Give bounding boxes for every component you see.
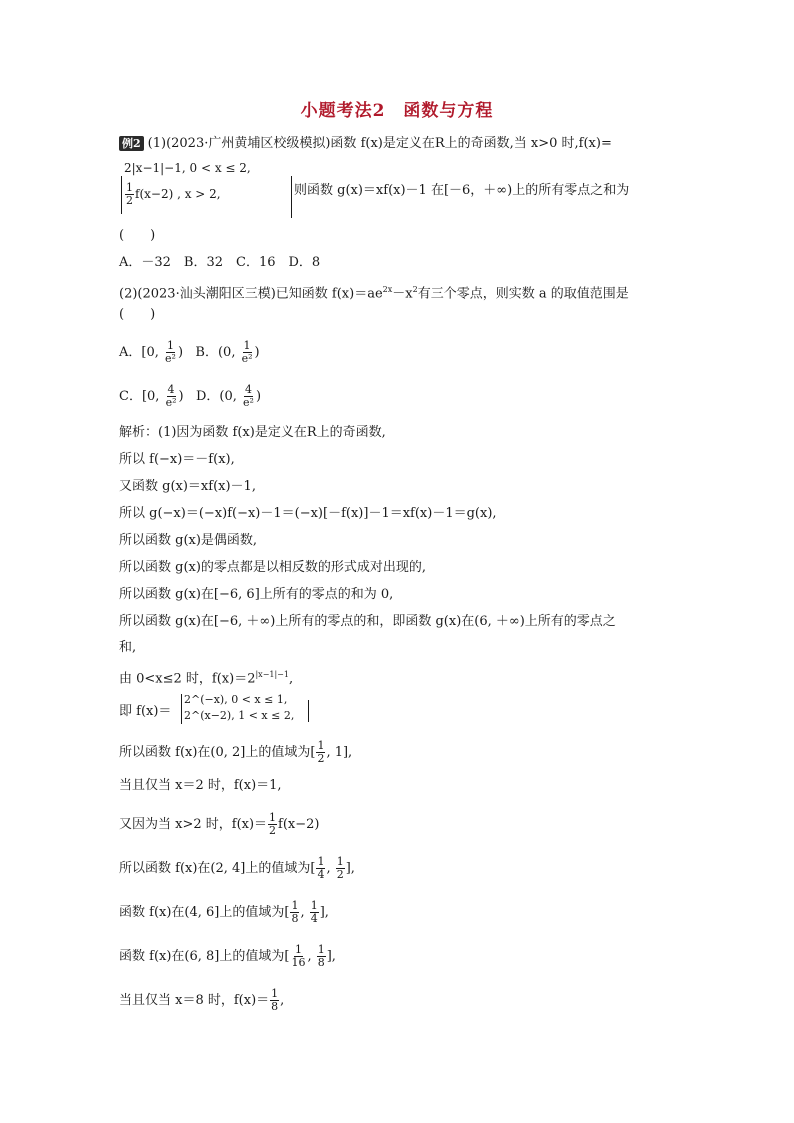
option-d: D．(0, $\frac{4}{\text{e²}}$ ) (195, 383, 262, 409)
solution-line-16: 函数 f(x)在(4, 6]上的值域为[ $\frac{1}{8}$ , $\frac{1}{4}$ ], (119, 899, 329, 925)
q1-options: A．－32 B．32 C．16 D．8 (119, 255, 321, 270)
q2-options-cd (119, 384, 261, 409)
solution-line-8: 所以函数 g(x)在[−6, ＋∞)上所有的零点的和，即函数 g(x)在(6, ＋∞)上所有的零点之 (119, 614, 616, 629)
q2-options-ab (119, 340, 260, 365)
option-b: B．(0, $\frac{1}{\text{e²}}$ ) (195, 339, 260, 365)
solution-line-15: 所以函数 f(x)在(2, 4]上的值域为[ $\frac{1}{4}$ , $\frac{1}{2}$ ], (119, 855, 355, 881)
q1-piece1: 2|x−1|−1, 0 < x ≤ 2, (124, 161, 251, 175)
piecewise-brace (181, 694, 182, 724)
solution-line-11-label: 即 f(x)＝ (119, 704, 172, 719)
q1-after: 则函数 g(x)＝xf(x)－1 在[－6，＋∞)上的所有零点之和为 (294, 183, 630, 198)
solution-line-10: 由 0<x≤2 时，$f(x)=2^{|x-1|-1}$, (119, 670, 294, 687)
q2-paren: ( ) (119, 307, 156, 322)
piecewise-right-brace (308, 700, 309, 722)
solution-line-5: 所以函数 g(x)是偶函数, (119, 533, 258, 548)
solution-line-2: 所以 f(−x)＝－f(x), (119, 452, 235, 467)
solution-line-1: 解析：(1)因为函数 f(x)是定义在R上的奇函数, (119, 425, 386, 440)
left-brace (121, 176, 122, 214)
solution-line-18: 当且仅当 x＝8 时，f(x)＝ $\frac{1}{8}$ , (119, 987, 285, 1013)
solution-piece-2: 2^(x−2), 1 < x ≤ 2, (184, 709, 295, 722)
q1-stem: (1)(2023·广州黄埔区校级模拟)函数 f(x)是定义在R上的奇函数,当 x>0 时,f(x)= (147, 136, 612, 151)
fraction: $\frac{1}{2}$ (126, 181, 133, 207)
solution-line-4: 所以 g(−x)＝(−x)f(−x)－1＝(−x)[－f(x)]－1＝xf(x)－1＝g(x), (119, 506, 497, 521)
option-c: C．[0, $\frac{4}{\text{e²}}$ ) (119, 383, 184, 409)
q2-stem: (2)(2023·汕头潮阳区三模)已知函数 $f(x)=ae^{2x}-x^2$有三个零点，则实数 a 的取值范围是 (119, 285, 629, 302)
solution-line-9: 和, (119, 640, 137, 655)
q1-stem-line (119, 135, 612, 153)
q1-paren: ( ) (119, 228, 156, 243)
solution-line-12: 所以函数 f(x)在(0, 2]上的值域为[ $\frac{1}{2}$ , 1], (119, 739, 353, 765)
solution-line-6: 所以函数 g(x)的零点都是以相反数的形式成对出现的, (119, 560, 427, 575)
example-badge: 例2 (119, 136, 144, 151)
solution-piece-1: 2^(−x), 0 < x ≤ 1, (184, 693, 288, 706)
solution-line-14: 又因为当 x>2 时，f(x)＝ $\frac{1}{2}$ f(x−2) (119, 811, 320, 837)
page-title: 小题考法2 函数与方程 (300, 101, 494, 121)
q1-piece2: $\frac{1}{2}$ f(x−2) , x > 2, (126, 181, 221, 207)
right-brace (291, 176, 292, 218)
solution-line-7: 所以函数 g(x)在[−6, 6]上所有的零点的和为 0, (119, 587, 394, 602)
solution-line-13: 当且仅当 x＝2 时，f(x)＝1, (119, 778, 282, 793)
option-a: A．[0, $\frac{1}{\text{e²}}$ ) (119, 339, 184, 365)
solution-line-17: 函数 f(x)在(6, 8]上的值域为[ $\frac{1}{16}$ , $\frac{1}{8}$ ], (119, 943, 336, 969)
solution-line-3: 又函数 g(x)＝xf(x)－1, (119, 479, 256, 494)
